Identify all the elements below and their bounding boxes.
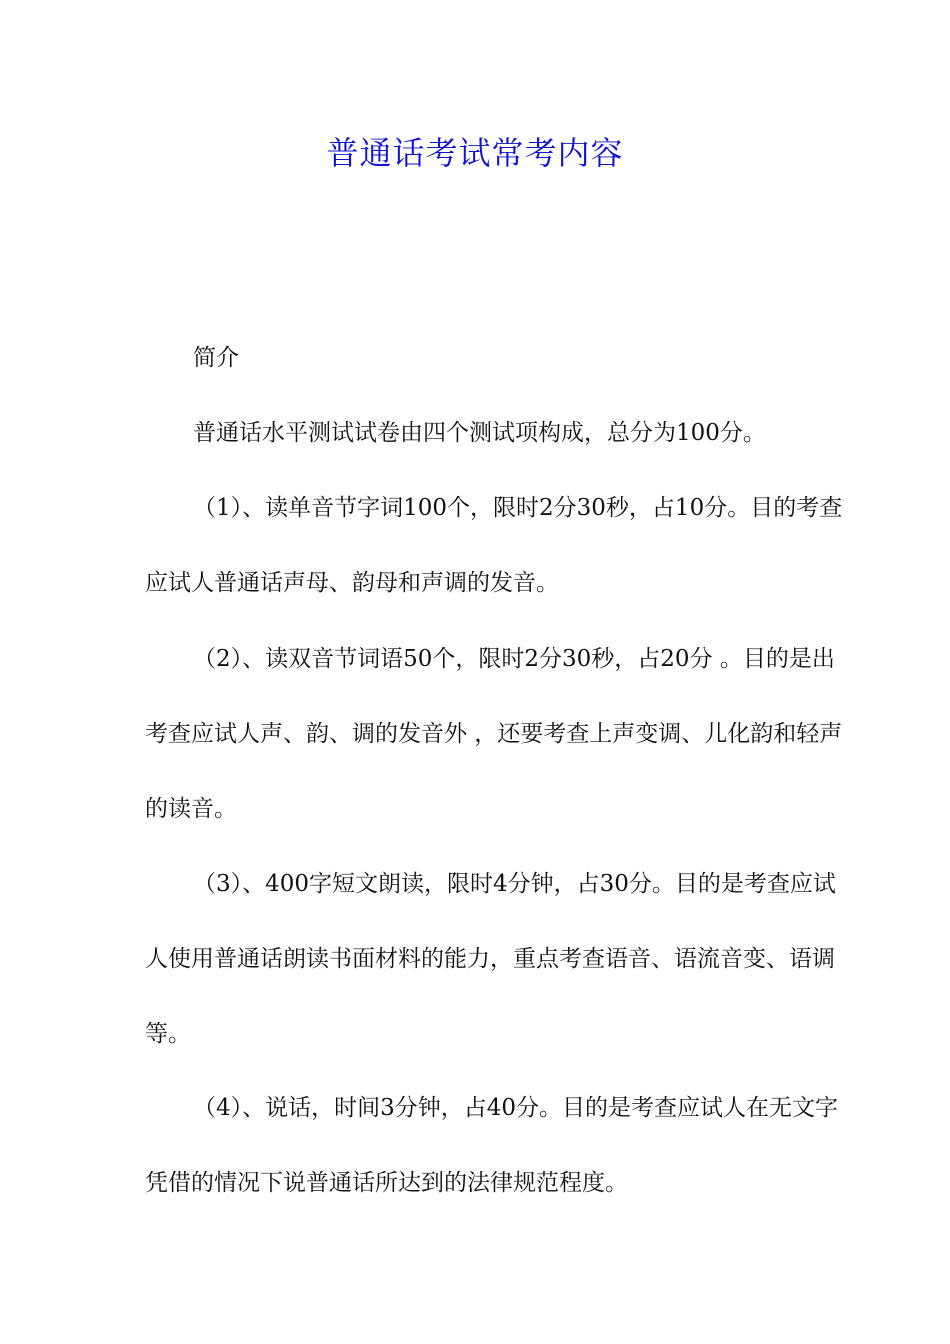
test-item-1-paragraph: （1）、读单音节字词100个，限时2分30秒，占10分。目的考查应试人普通话声母、韵母和声调的发音。 [145,495,843,596]
test-item-3-paragraph: （3）、400字短文朗读，限时4分钟，占30分。目的是考查应试人使用普通话朗读书面材料的能力，重点考查语音、语流音变、语调等。 [145,871,836,1047]
intro-paragraph: 普通话水平测试试卷由四个测试项构成，总分为100分。 [193,420,766,446]
document-title: 普通话考试常考内容 [326,134,624,172]
test-item-4-paragraph: （4）、说话，时间3分钟，占40分。目的是考查应试人在无文字凭借的情况下说普通话所达到的法律规范程度。 [145,1095,839,1196]
intro-heading: 简介 [193,345,239,371]
test-item-2-paragraph: （2）、读双音节词语50个，限时2分30秒，占20分 。目的是出考查应试人声、韵、调的发音外 ，还要考查上声变调、儿化韵和轻声的读音。 [145,646,843,822]
